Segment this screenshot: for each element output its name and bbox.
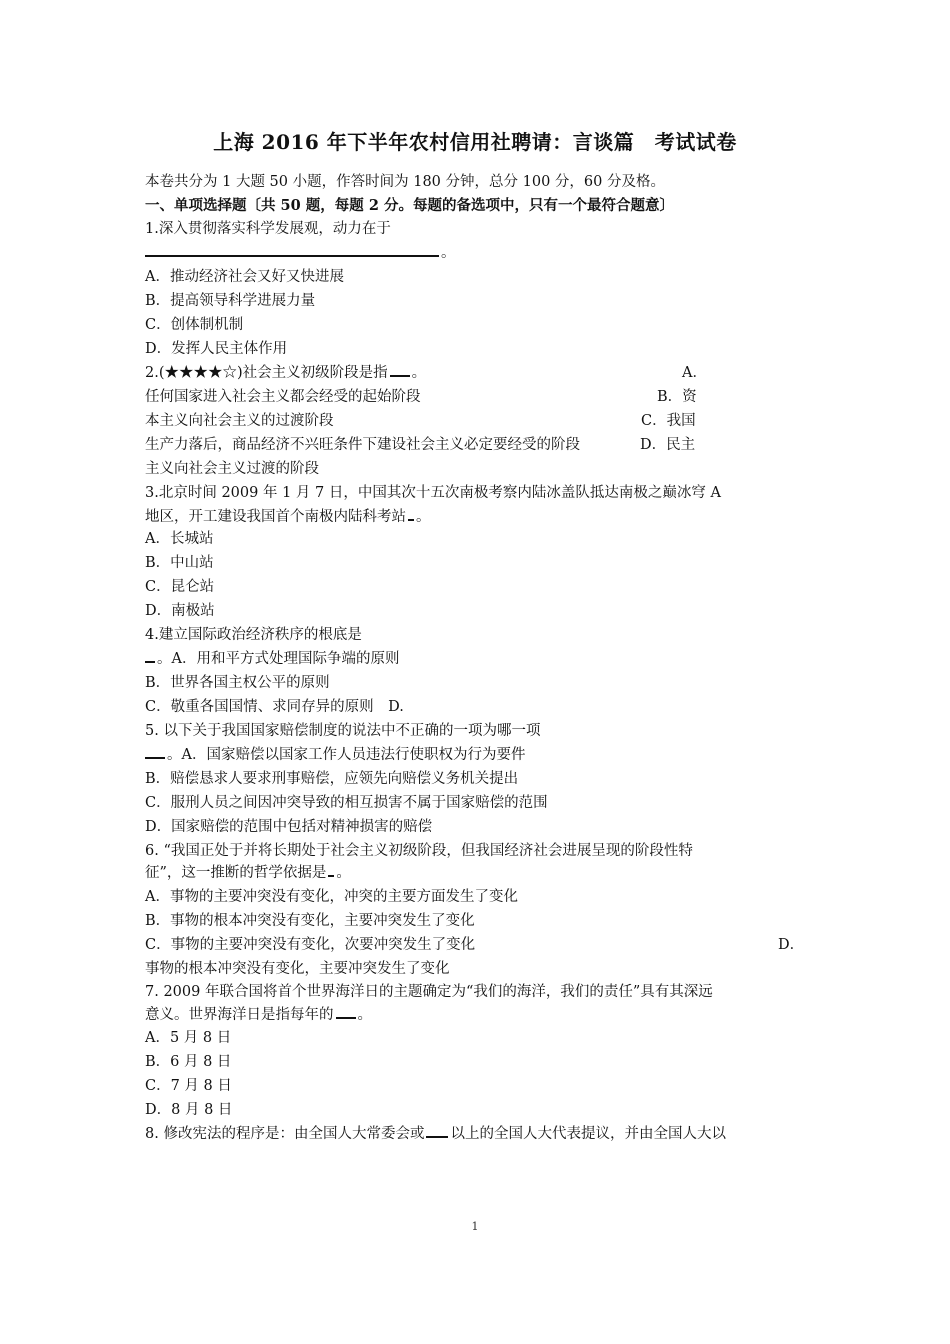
exam-intro: 本卷共分为 1 大题 50 小题，作答时间为 180 分钟，总分 100 分，60 分及格。 xyxy=(145,174,665,190)
q7-option-c: C．7 月 8 日 xyxy=(145,1078,232,1094)
q3-stem-line1: 3.北京时间 2009 年 1 月 7 日，中国其次十五次南极考察内陆冰盖队抵达南极之巅冰穹 A xyxy=(145,485,721,501)
q7-option-a: A．5 月 8 日 xyxy=(145,1030,232,1046)
q2-option-b: 本主义向社会主义的过渡阶段 xyxy=(145,413,334,429)
q6-stem-line1: 6. “我国正处于并将长期处于社会主义初级阶段，但我国经济社会进展呈现的阶段性特 xyxy=(145,843,693,859)
section-heading: 一、单项选择题〔共 50 题，每题 2 分。每题的备选项中，只有一个最符合题意〕 xyxy=(145,197,674,214)
q2-stem: 2.(★★★★☆)社会主义初级阶段是指 。 xyxy=(145,361,426,385)
q7-stem-line2: 意义。世界海洋日是指每年的 。 xyxy=(145,1003,372,1027)
q6-stem-line2: 征”，这一推断的哲学依据是 。 xyxy=(145,861,351,885)
q6-option-c: C．事物的主要冲突没有变化，次要冲突发生了变化 xyxy=(145,937,476,953)
q6-option-d: 事物的根本冲突没有变化，主要冲突发生了变化 xyxy=(145,961,450,977)
q2-option-d-label: D．民主 xyxy=(640,437,696,453)
q4-option-b: B．世界各国主权公平的原则 xyxy=(145,675,330,691)
q3-option-a: A．长城站 xyxy=(145,531,214,547)
q6-option-b: B．事物的根本冲突没有变化，主要冲突发生了变化 xyxy=(145,913,475,929)
q2-option-b-label: B．资 xyxy=(657,389,697,405)
q7-option-d: D．8 月 8 日 xyxy=(145,1102,233,1118)
q8-stem: 8. 修改宪法的程序是：由全国人大常委会或 以上的全国人大代表提议，并由全国人大以 xyxy=(145,1122,726,1146)
q1-option-a: A．推动经济社会又好又快进展 xyxy=(145,269,344,285)
q7-stem-line1: 7. 2009 年联合国将首个世界海洋日的主题确定为“我们的海洋，我们的责任”具有其深远 xyxy=(145,984,713,1000)
q1-option-d: D．发挥人民主体作用 xyxy=(145,341,288,357)
answer-blank xyxy=(328,861,334,877)
answer-blank xyxy=(336,1003,356,1019)
q2-option-a: 任何国家进入社会主义都会经受的起始阶段 xyxy=(145,389,421,405)
q1-blank-line: 。 xyxy=(145,241,456,265)
answer-blank xyxy=(145,241,439,257)
q5-option-c: C．服刑人员之间因冲突导致的相互损害不属于国家赔偿的范围 xyxy=(145,795,548,811)
q5-option-a: 。A．国家赔偿以国家工作人员违法行使职权为行为要件 xyxy=(145,743,525,767)
q5-option-d: D．国家赔偿的范围中包括对精神损害的赔偿 xyxy=(145,819,433,835)
answer-blank xyxy=(145,743,165,759)
answer-blank xyxy=(390,361,410,377)
q3-option-b: B．中山站 xyxy=(145,555,214,571)
q2-option-c-label: C．我国 xyxy=(641,413,696,429)
q3-option-c: C．昆仑站 xyxy=(145,579,215,595)
answer-blank xyxy=(145,647,155,663)
q5-option-b: B．赔偿恳求人要求刑事赔偿，应领先向赔偿义务机关提出 xyxy=(145,771,519,787)
page-number: 1 xyxy=(471,1220,479,1233)
q4-option-c: C．敬重各国国情、求同存异的原则 D. xyxy=(145,699,404,715)
q4-option-a: 。A．用和平方式处理国际争端的原则 xyxy=(145,647,399,671)
q1-option-c: C．创体制机制 xyxy=(145,317,244,333)
q6-option-d-label: D． xyxy=(778,937,805,953)
q2-option-a-label: A． xyxy=(682,365,707,381)
exam-title: 上海 2016 年下半年农村信用社聘请：言谈篇 考试试卷 xyxy=(213,130,737,154)
answer-blank xyxy=(408,505,414,521)
q7-option-b: B．6 月 8 日 xyxy=(145,1054,232,1070)
q5-stem: 5. 以下关于我国国家赔偿制度的说法中不正确的一项为哪一项 xyxy=(145,723,541,739)
q2-option-d: 主义向社会主义过渡的阶段 xyxy=(145,461,319,477)
q3-stem-line2: 地区，开工建设我国首个南极内陆科考站 。 xyxy=(145,505,431,529)
q2-option-c: 生产力落后，商品经济不兴旺条件下建设社会主义必定要经受的阶段 xyxy=(145,437,580,453)
answer-blank xyxy=(426,1122,448,1138)
q3-option-d: D．南极站 xyxy=(145,603,215,619)
q6-option-a: A．事物的主要冲突没有变化，冲突的主要方面发生了变化 xyxy=(145,889,518,905)
q1-stem: 1.深入贯彻落实科学发展观，动力在于 xyxy=(145,221,391,237)
q1-option-b: B．提高领导科学进展力量 xyxy=(145,293,316,309)
q4-stem: 4.建立国际政治经济秩序的根底是 xyxy=(145,627,362,643)
